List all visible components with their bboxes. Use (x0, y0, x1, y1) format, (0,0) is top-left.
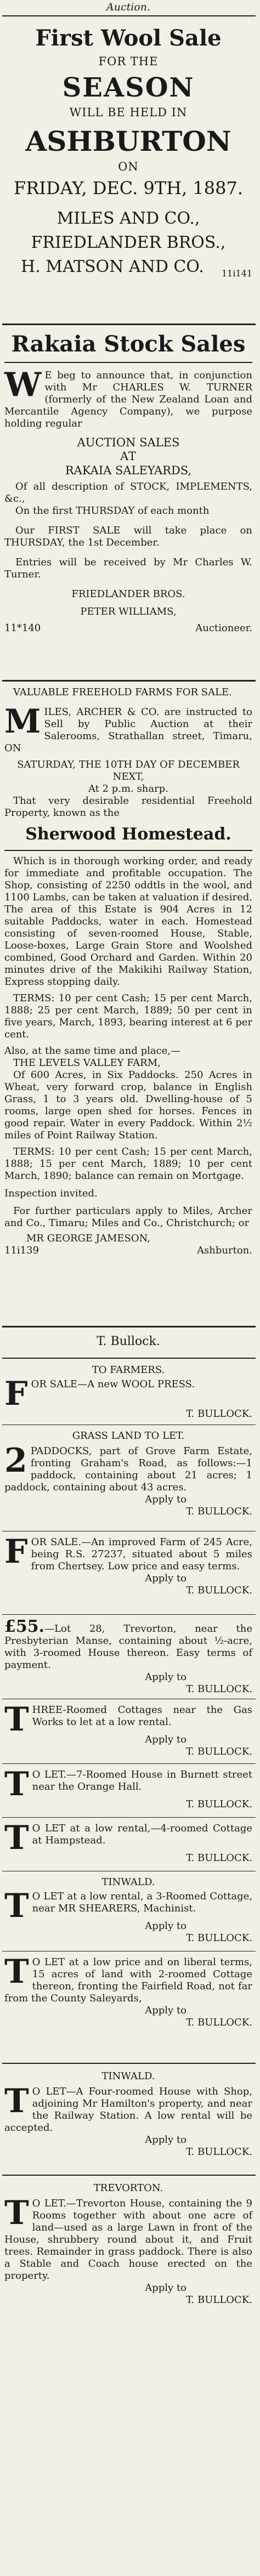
divider (2, 2175, 256, 2176)
improved-farm-ad: FOR SALE.—An improved Farm of 245 Acre, being R.S. 27237, situated about 5 miles from Chertsey. Low price and easy terms. Apply to T. BULLOCK. (4, 1533, 252, 1596)
divider (2, 680, 256, 682)
wool-sale-ad: First Wool Sale FOR THE SEASON WILL BE HELD IN ASHBURTON ON FRIDAY, DEC. 9TH, 1887. MILES AND CO., FRIEDLANDER BROS., H. MATSON AND CO. 11i141 (4, 25, 252, 286)
trevorton-house-ad: TREVORTON. T O LET.—Trevorton House, containing the 9 Rooms together with about one acre of land—used as a large Lawn in front of the House, shrubbery round about it, and Fruit trees. Remainder in grass paddock. There is also a Stable and Coach house erected on the property. Apply to T. BULLOCK. (4, 2182, 252, 2306)
wool-press-ad: TO FARMERS. FOR SALE—A new WOOL PRESS. T. BULLOCK. (4, 1364, 252, 1420)
wool-sale-title: First Wool Sale (35, 25, 222, 51)
grass-land-ad: GRASS LAND TO LET. 2 PADDOCKS, part of Grove Farm Estate, fronting Graham's Road, as follows:—1 paddock, containing about 21 acres; 1 paddock, containing about 43 acres. Apply to T. BULLOCK. (4, 1430, 252, 1517)
cottages-ad: THREE-Roomed Cottages near the Gas Works to let at a low rental. Apply to T. BULLOCK. (4, 1700, 252, 1757)
divider (2, 1763, 256, 1764)
farms-heading: VALUABLE FREEHOLD FARMS FOR SALE. (13, 686, 232, 698)
hampstead-ad: T O LET at a low rental,—4-roomed Cottage at Hampstead. T. BULLOCK. (4, 1819, 252, 1864)
divider (2, 1817, 256, 1818)
town-name: ASHBURTON (25, 125, 231, 157)
lot-28-ad: £55.—Lot 28, Trevorton, near the Presbyterian Manse, containing about ½-acre, with 3-roomed House thereon. Easy terms of payment. Apply to T. BULLOCK. (4, 1617, 252, 1695)
homestead-name: Sherwood Homestead. (25, 825, 231, 844)
divider (2, 1614, 256, 1615)
divider (2, 324, 256, 325)
section-header: Auction. (106, 1, 151, 13)
sale-date: FRIDAY, DEC. 9TH, 1887. (13, 178, 243, 198)
burnett-house-ad: T O LET.—7-Roomed House in Burnett street near the Orange Hall. T. BULLOCK. (4, 1765, 252, 1810)
tinwald-cottage-ad: TINWALD. T O LET at a low rental, a 3-Roomed Cottage, near MR SHEARERS, Machinist. Apply to T. BULLOCK. (4, 1876, 252, 1944)
divider (2, 1358, 256, 1359)
divider (2, 15, 256, 16)
sherwood-ad: VALUABLE FREEHOLD FARMS FOR SALE. MILES, ARCHER & CO. are instructed to Sell by Public Auction at their Salerooms, Strathallan street, Timaru, ON SATURDAY, THE 10TH DAY OF DECEMBER NEXT, At 2 p.m. sharp. That very desirable residential Freehold Property, known as the Sherwood Homestead. Which is in thorough working order, and ready for immediate and profitable occupation. The Shop, consisting of 2250 oddtls in the wool, and 1100 Lambs, can be taken at valuation if desired. The area of this Estate is 904 Acres in 12 suitable Paddocks, water in each. Homestead consisting of seven-roomed House, Stable, Loose-boxes, Large Grain Store and Woolshed combined, Good Orchard and Garden. Within 20 minutes drive of the Makikihi Railway Station, Express stopping daily. TERMS: 10 per cent Cash; 15 per cent March, 1888; 25 per cent March, 1889; 50 per cent in five years, March, 1893, bearing interest at 6 per cent. Also, at the same time and place,— THE LEVELS VALLEY FARM, Of 600 Acres, in Six Paddocks. 250 Acres in Wheat, very forward crop, balance in English Grass, 1 to 3 years old. Dwelling-house of 5 rooms, large open shed for horses. Fences in good repair. Water in every Paddock. Within 2½ miles of Point Railway Station. TERMS: 10 per cent Cash; 15 per cent March, 1888; 15 per cent March, 1889; 10 per cent March, 1890; balance can remain on Mortgage. Inspection invited. For further particulars apply to Miles, Archer and Co., Timaru; Miles and Co., Christchurch; or MR GEORGE JAMESON, 11i139 Ashburton. (4, 686, 252, 1256)
divider (2, 1326, 256, 1327)
rakaia-ad: Rakaia Stock Sales W E beg to announce that, in conjunction with Mr CHARLES W. TURNER (formerly of the New Zealand Loan and Mercantile Agency Company), we purpose holding regular AUCTION SALES AT RAKAIA SALEYARDS, Of all description of STOCK, IMPLEMENTS, &c., On the first THURSDAY of each month Our FIRST SALE will take place on THURSDAY, the 1st December. Entries will be received by Mr Charles W. Turner. FRIEDLANDER BROS. PETER WILLIAMS, 11*140 Auctioneer. (4, 331, 252, 634)
firm3-line: H. MATSON AND CO. 11i141 (21, 257, 252, 279)
rakaia-title: Rakaia Stock Sales (11, 331, 246, 357)
divider (2, 2063, 256, 2064)
fairfield-land-ad: T O LET at a low price and on liberal terms, 15 acres of land with 2-roomed Cottage thereon, fronting the Fairfield Road, not far from the County Saleyards, Apply to T. BULLOCK. (4, 1953, 252, 2028)
bullock-banner: T. Bullock. (97, 1335, 160, 1348)
tinwald-shop-ad: TINWALD. T O LET—A Four-roomed House with Shop, adjoining Mr Hamilton's property, and near the Railway Station. A low rental will be accepted. Apply to T. BULLOCK. (4, 2070, 252, 2158)
